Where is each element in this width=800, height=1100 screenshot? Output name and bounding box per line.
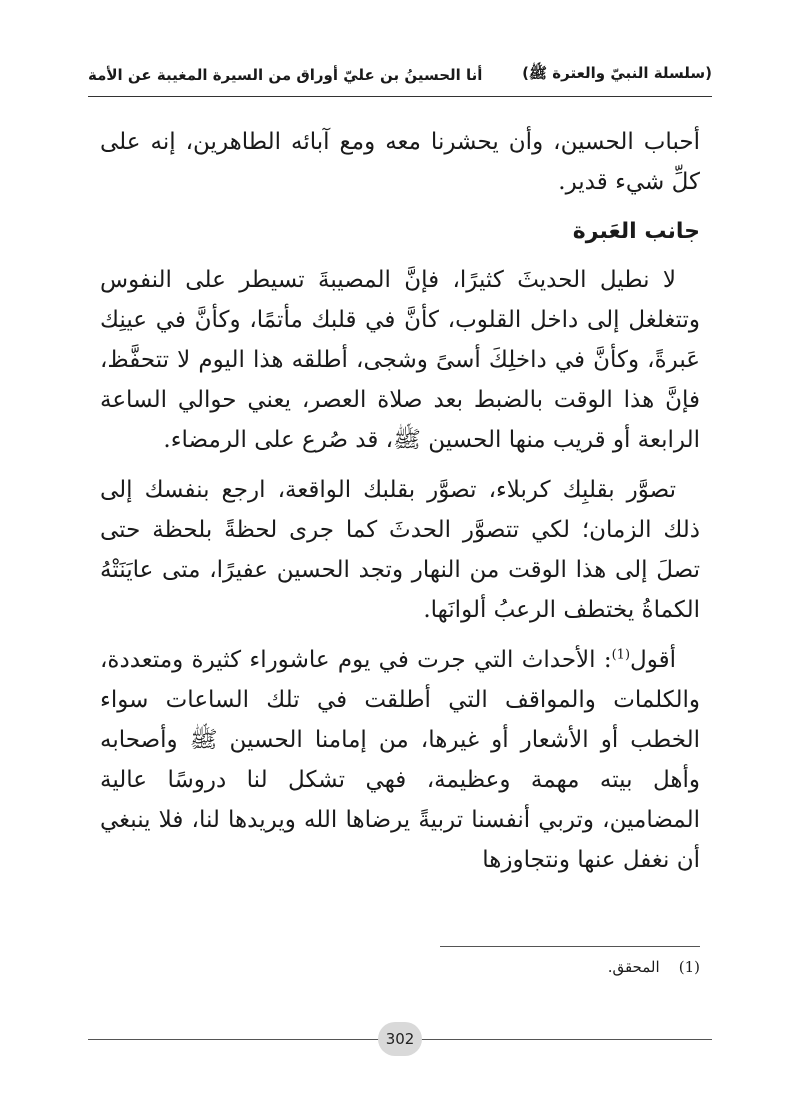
section-heading: جانب العَبرة (572, 219, 700, 244)
footnote-number: (1) (678, 958, 700, 976)
footnote-reference[interactable]: (1) (611, 647, 631, 663)
paragraph-4 (100, 640, 700, 880)
page-body (100, 122, 700, 890)
header-divider (88, 96, 712, 97)
paragraph-4-start: أقول (630, 647, 676, 673)
footnote (100, 958, 700, 976)
page-number: 302 (378, 1022, 422, 1056)
running-header (88, 58, 712, 92)
paragraph-4-rest: : الأحداث التي جرت في يوم عاشوراء كثيرة ومتعددة، والكلمات والمواقف التي أطلقت في تلك الساعات سواء الخطب أو الأشعار أو غيرها، من إمامنا الحسين ﷺ وأصحابه وأهل بيته مهمة وعظيمة، فهي تشكل لنا دروسًا عالية المضامين، وتربي أنفسنا تربيةً يرضاها الله ويريدها لنا، فلا ينبغي أن نغفل عنها ونتجاوزها (100, 647, 700, 873)
page-footer (88, 1022, 712, 1056)
book-title: أنا الحسينُ بن عليّ أوراق من السيرة المغيبة عن الأمة (88, 66, 483, 84)
paragraph-2: لا نطيل الحديثَ كثيرًا، فإنَّ المصيبةَ تسيطر على النفوس وتتغلغل إلى داخل القلوب، كأنَّ في قلبك مأتمًا، وكأنَّ في عينِك عَبرةً، وكأنَّ في داخلِكَ أسىً وشجى، أطلقه هذا اليوم لا تتحفَّظ، فإنَّ هذا الوقت بالضبط بعد صلاة العصر، يعني حوالي الساعة الرابعة أو قريب منها الحسين ﷺ، قد صُرع على الرمضاء. (100, 267, 700, 453)
series-title: (سلسلة النبيّ والعترة ﷺ) (522, 64, 712, 82)
footnote-text: المحقق. (607, 958, 660, 976)
footnote-divider (440, 946, 700, 947)
paragraph-1: أحباب الحسين، وأن يحشرنا معه ومع آبائه الطاهرين، إنه على كلِّ شيء قدير. (100, 129, 700, 195)
paragraph-3: تصوَّر بقلبِك كربلاء، تصوَّر بقلبك الواقعة، ارجع بنفسك إلى ذلك الزمان؛ لكي تتصوَّر الحدثَ كما جرى لحظةً بلحظة حتى تصلَ إلى هذا الوقت من النهار وتجد الحسين عفيرًا، متى عايَنَتْهُ الكماةُ يختطف الرعبُ ألوانَها. (100, 477, 700, 623)
